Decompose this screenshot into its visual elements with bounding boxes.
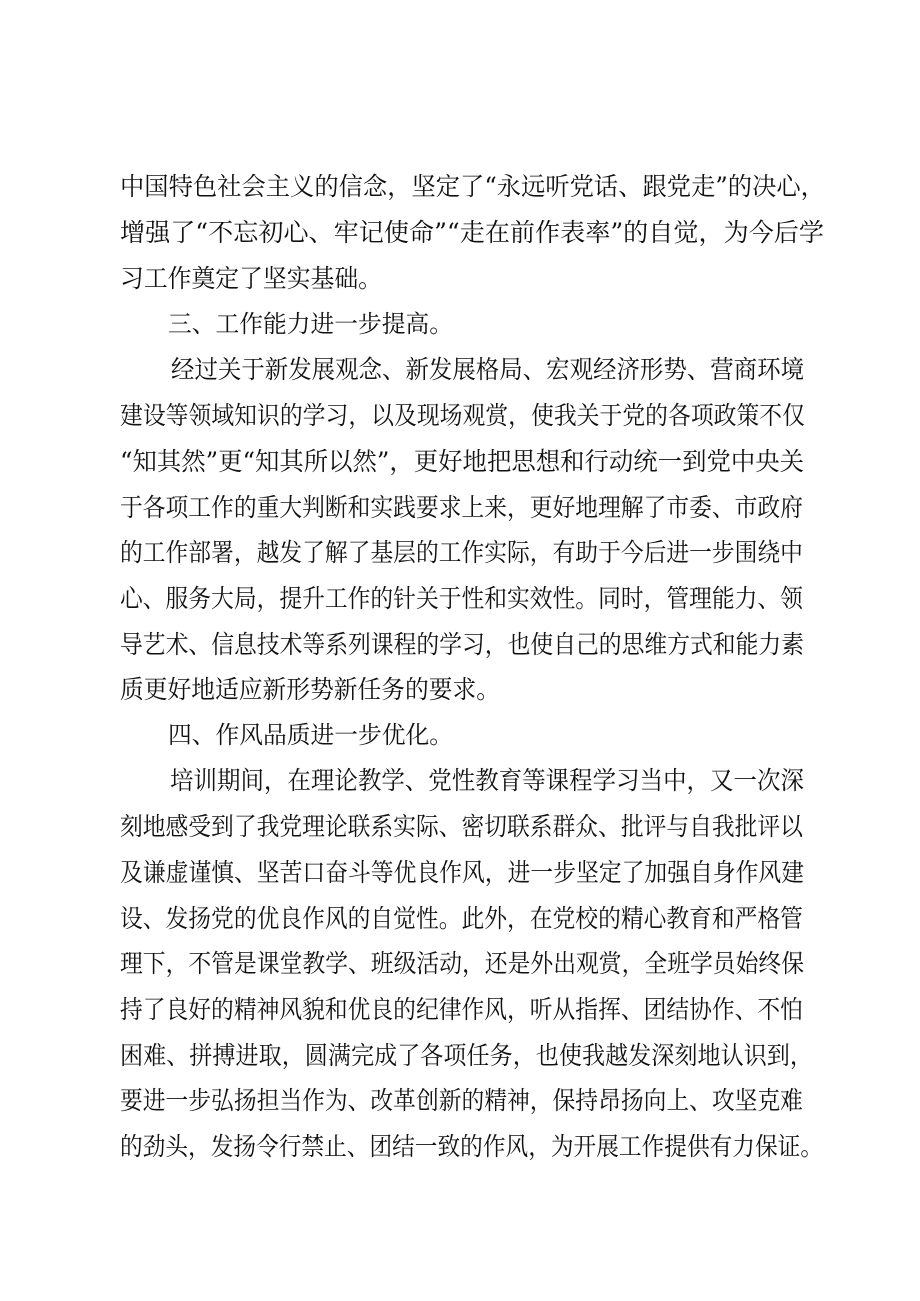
- line-text: 增强了“不忘初心、牢记使命”“走在前作表率”的自觉，为今后学: [120, 218, 825, 247]
- text-line: [0, 1124, 920, 1170]
- line-text: 习工作奠定了坚实基础。: [120, 264, 383, 293]
- line-text: 培训期间，在理论教学、党性教育等课程学习当中，又一次深: [170, 766, 804, 795]
- text-line: [0, 758, 920, 804]
- line-text: 心、服务大局，提升工作的针关于性和实效性。同时，管理能力、领: [120, 584, 803, 613]
- line-text: 质更好地适应新形势新任务的要求。: [120, 675, 501, 704]
- text-line: [0, 439, 920, 485]
- text-line: [0, 256, 920, 302]
- text-line: [0, 576, 920, 622]
- text-line: [0, 1033, 920, 1079]
- line-text: 理下，不管是课堂教学、班级活动，还是外出观赏，全班学员始终保: [120, 949, 805, 978]
- text-line: [0, 530, 920, 576]
- line-text: 设、发扬党的优良作风的自觉性。此外，在党校的精心教育和严格管: [120, 904, 803, 933]
- text-line: [0, 896, 920, 942]
- text-line: [0, 941, 920, 987]
- text-line: [0, 347, 920, 393]
- heading-text: 三、工作能力进一步提高。: [168, 310, 454, 338]
- text-line: [0, 622, 920, 668]
- line-text: 建设等领域知识的学习，以及现场观赏，使我关于党的各项政策不仅: [120, 401, 805, 430]
- text-line: [0, 393, 920, 439]
- line-text: 刻地感受到了我党理论联系实际、密切联系群众、批评与自我批评以: [120, 812, 803, 841]
- line-text: 的劲头，发扬令行禁止、团结一致的作风，为开展工作提供有力保证。: [120, 1132, 824, 1161]
- text-line: [0, 850, 920, 896]
- section-heading: [0, 301, 920, 347]
- section-heading: [0, 712, 920, 758]
- text-line: [0, 667, 920, 713]
- heading-text: 四、作风品质进一步优化。: [168, 721, 454, 749]
- line-text: 中国特色社会主义的信念，坚定了“永远听党话、跟党走”的决心，: [120, 172, 825, 201]
- line-text: 于各项工作的重大判断和实践要求上来，更好地理解了市委、市政府: [120, 493, 803, 522]
- line-text: 持了良好的精神风貌和优良的纪律作风，听从指挥、团结协作、不怕: [120, 995, 803, 1024]
- text-line: [0, 164, 920, 210]
- line-text: 及谦虚谨慎、坚苦口奋斗等优良作风，进一步坚定了加强自身作风建: [120, 858, 805, 887]
- text-line: [0, 987, 920, 1033]
- line-text: 要进一步弘扬担当作为、改革创新的精神，保持昂扬向上、攻坚克难: [120, 1086, 803, 1115]
- line-text: “知其然”更“知其所以然”，更好地把思想和行动统一到党中央关: [120, 447, 805, 476]
- line-text: 导艺术、信息技术等系列课程的学习，也使自己的思维方式和能力素: [120, 630, 805, 659]
- line-text: 困难、拼搏进取，圆满完成了各项任务，也使我越发深刻地认识到，: [120, 1041, 814, 1070]
- text-line: [0, 1078, 920, 1124]
- line-text: 的工作部署，越发了解了基层的工作实际，有助于今后进一步围绕中: [120, 538, 803, 567]
- text-line: [0, 210, 920, 256]
- text-line: [0, 485, 920, 531]
- line-text: 经过关于新发展观念、新发展格局、宏观经济形势、营商环境: [171, 355, 805, 384]
- text-line: [0, 804, 920, 850]
